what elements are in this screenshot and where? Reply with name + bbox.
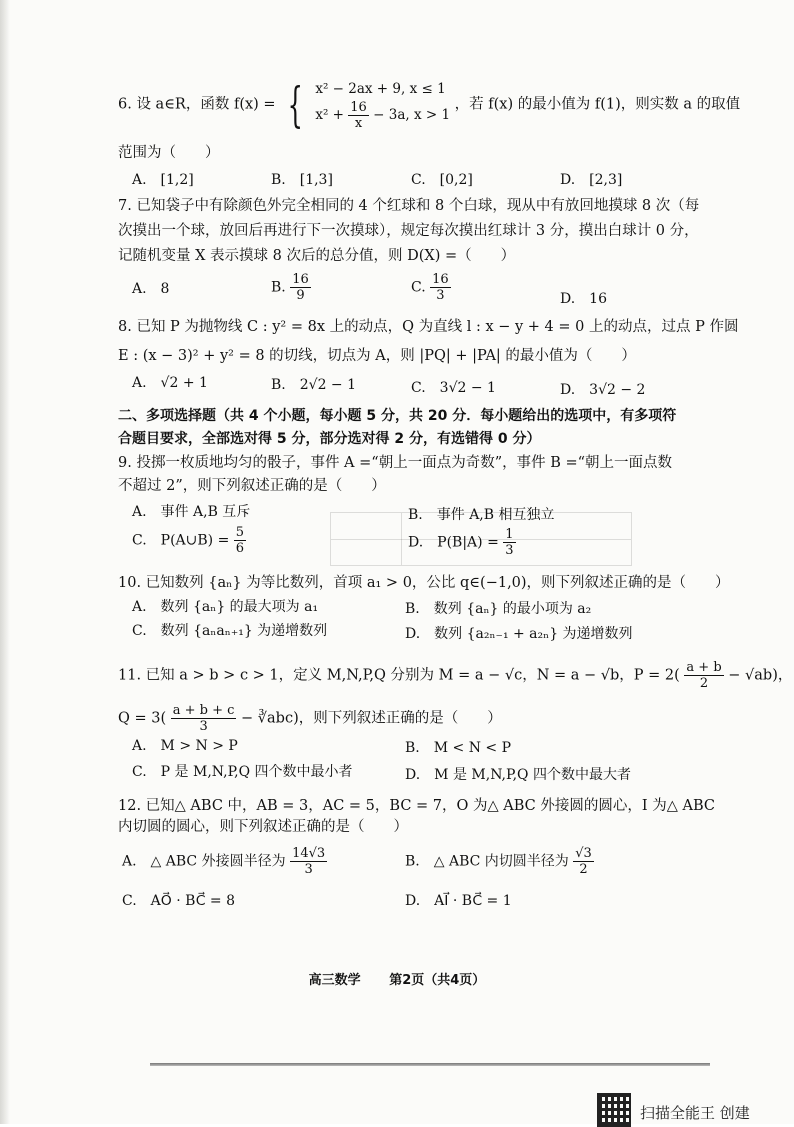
q6-line2: 范围为（ ） [118,145,220,161]
q11-line2-den: 3 [199,719,208,734]
q12-option-a-label: A. △ ABC 外接圆半径为 [122,853,286,870]
q8-option-c: C. 3√2 − 1 [411,380,496,396]
q8-line1: 8. 已知 P 为抛物线 C : y² = 8x 上的动点，Q 为直线 l : x − y + 4 = 0 上的动点，过点 P 作圆 [118,319,739,335]
q12-option-a-num: 14√3 [292,846,326,861]
q9-option-d-label: D. P(B|A) = [408,534,499,551]
q11-option-d: D. M 是 M,N,P,Q 四个数中最大者 [405,767,631,783]
q7-option-c-frac [430,272,451,303]
q9-option-c-den: 6 [235,541,245,556]
q8-line2: E : (x − 3)² + y² = 8 的切线，切点为 A，则 |PQ| + |PA| 的最小值为（ ） [118,348,636,364]
q6-option-c: C. [0,2] [411,172,473,188]
q7-option-a: A. 8 [132,281,170,297]
q6-case2-post: − 3a, x > 1 [373,107,451,123]
q7-option-b-label: B. [271,279,286,296]
q11-line1-num: a + b [686,660,722,675]
q7-line2: 次摸出一个球，放回后再进行下一次摸球），规定每次摸出红球计 3 分，摸出白球计 0 分， [118,223,699,239]
q9-option-d [408,527,516,558]
q7-line1: 7. 已知袋子中有除颜色外完全相同的 4 个红球和 8 个白球，现从中有放回地摸球 8 次（每 [118,198,700,214]
q6-case1: x² − 2ax + 9, x ≤ 1 [315,81,446,97]
q11-line2-post: − ∛abc)，则下列叙述正确的是（ ） [241,710,502,727]
q7-option-b-num: 16 [292,272,309,287]
q11-line1-post: − √ab)， [728,667,793,684]
q8-option-d: D. 3√2 − 2 [560,382,646,398]
q7-option-b-den: 9 [296,288,305,303]
q8-option-b: B. 2√2 − 1 [271,377,357,393]
q9-option-d-den: 3 [505,543,514,558]
q6-case2-pre: x² + [315,107,344,123]
q9-option-c-frac [234,525,246,556]
q6-option-a: A. [1,2] [132,172,194,188]
q10-option-b: B. 数列 {aₙ} 的最小项为 a₂ [405,601,592,617]
q11-option-b: B. M < N < P [405,740,512,756]
q7-option-b-frac [290,272,311,303]
q10-option-c: C. 数列 {aₙaₙ₊₁} 为递增数列 [132,623,328,639]
q11-line1 [118,660,792,691]
q6-cases [315,78,450,131]
q12-line2: 内切圆的圆心，则下列叙述正确的是（ ） [118,819,408,835]
scanner-watermark-label: 扫描全能王 创建 [640,1104,750,1122]
q9-option-c-num: 5 [235,525,245,540]
q12-option-c: C. AO⃗ · BC⃗ = 8 [122,893,236,909]
q11-line2-frac [171,703,237,734]
q6-line1 [118,78,740,131]
q11-option-a: A. M > N > P [132,738,238,754]
q9-option-a: A. 事件 A,B 互斥 [132,504,251,520]
q7-line3: 记随机变量 X 表示摸球 8 次后的总分值，则 D(X) =（ ） [118,248,516,264]
section2-heading-line2: 合题目要求，全部选对得 5 分，部分选对得 2 分，有选错得 0 分） [118,431,541,447]
q10-option-d: D. 数列 {a₂ₙ₋₁ + a₂ₙ} 为递增数列 [405,626,633,642]
q12-option-b-frac [573,846,594,877]
qr-code-icon [597,1093,631,1127]
q11-line2 [118,703,502,734]
q7-option-d: D. 16 [560,291,607,307]
q9-option-b: B. 事件 A,B 相互独立 [408,507,555,523]
q11-line1-den: 2 [699,676,709,691]
q11-line1-pre: 11. 已知 a > b > c > 1，定义 M,N,P,Q 分别为 M = a − √c，N = a − √b，P = 2( [118,667,680,684]
q12-option-d: D. AI⃗ · BC⃗ = 1 [405,893,512,909]
q7-option-c [411,272,451,303]
scan-shadow-edge [0,0,10,1124]
q9-option-d-num: 1 [505,527,514,542]
q12-option-a-frac [290,846,327,877]
q6-case2-frac [348,100,369,131]
q7-option-c-label: C. [411,279,426,296]
q11-line1-frac [684,660,723,691]
q9-option-c [132,525,246,556]
q6-option-b: B. [1,3] [271,172,333,188]
q11-line2-pre: Q = 3( [118,710,167,727]
q6-case2-den: x [354,116,363,131]
q6-option-d: D. [2,3] [560,172,623,188]
footer-subject: 高三数学 [308,973,361,988]
q12-line1: 12. 已知△ ABC 中，AB = 3，AC = 5，BC = 7，O 为△ ABC 外接圆的圆心，I 为△ ABC [118,798,715,814]
q7-option-b [271,272,311,303]
q6-case2-num: 16 [350,100,367,115]
q11-line2-num: a + b + c [172,703,235,718]
q12-option-b-label: B. △ ABC 内切圆半径为 [405,853,569,870]
q9-line1: 9. 投掷一枚质地均匀的骰子，事件 A =“朝上一面点为奇数”，事件 B =“朝上一面点数 [118,455,673,471]
scan-bottom-edge-line [150,1063,710,1066]
q9-line2: 不超过 2”，则下列叙述正确的是（ ） [118,478,386,494]
q7-option-c-den: 3 [436,288,445,303]
section2-heading-line1: 二、多项选择题（共 4 个小题，每小题 5 分，共 20 分．每小题给出的选项中，有多项符 [118,408,677,424]
q6-prefix: 6. 设 a∈R，函数 f(x) = [118,96,276,113]
q12-option-b-den: 2 [579,862,588,877]
q9-option-d-frac [503,527,515,558]
q6-case2 [315,100,450,131]
footer-page-number: 第2页（共4页） [389,973,486,988]
q12-option-b [405,846,594,877]
page-footer [0,969,794,988]
q10-option-a: A. 数列 {aₙ} 的最大项为 a₁ [132,599,319,615]
q7-option-c-num: 16 [432,272,449,287]
q10-line1: 10. 已知数列 {aₙ} 为等比数列，首项 a₁ > 0，公比 q∈(−1,0)，则下列叙述正确的是（ ） [118,575,730,591]
q12-option-a-den: 3 [304,862,313,877]
q12-option-b-num: √3 [575,846,592,861]
q6-suffix: ，若 f(x) 的最小值为 f(1)，则实数 a 的取值 [454,96,741,113]
q9-option-c-label: C. P(A∪B) = [132,532,230,549]
q8-option-a: A. √2 + 1 [132,375,208,391]
q12-option-a [122,846,327,877]
q6-brace: { [287,76,304,133]
q11-option-c: C. P 是 M,N,P,Q 四个数中最小者 [132,764,353,780]
